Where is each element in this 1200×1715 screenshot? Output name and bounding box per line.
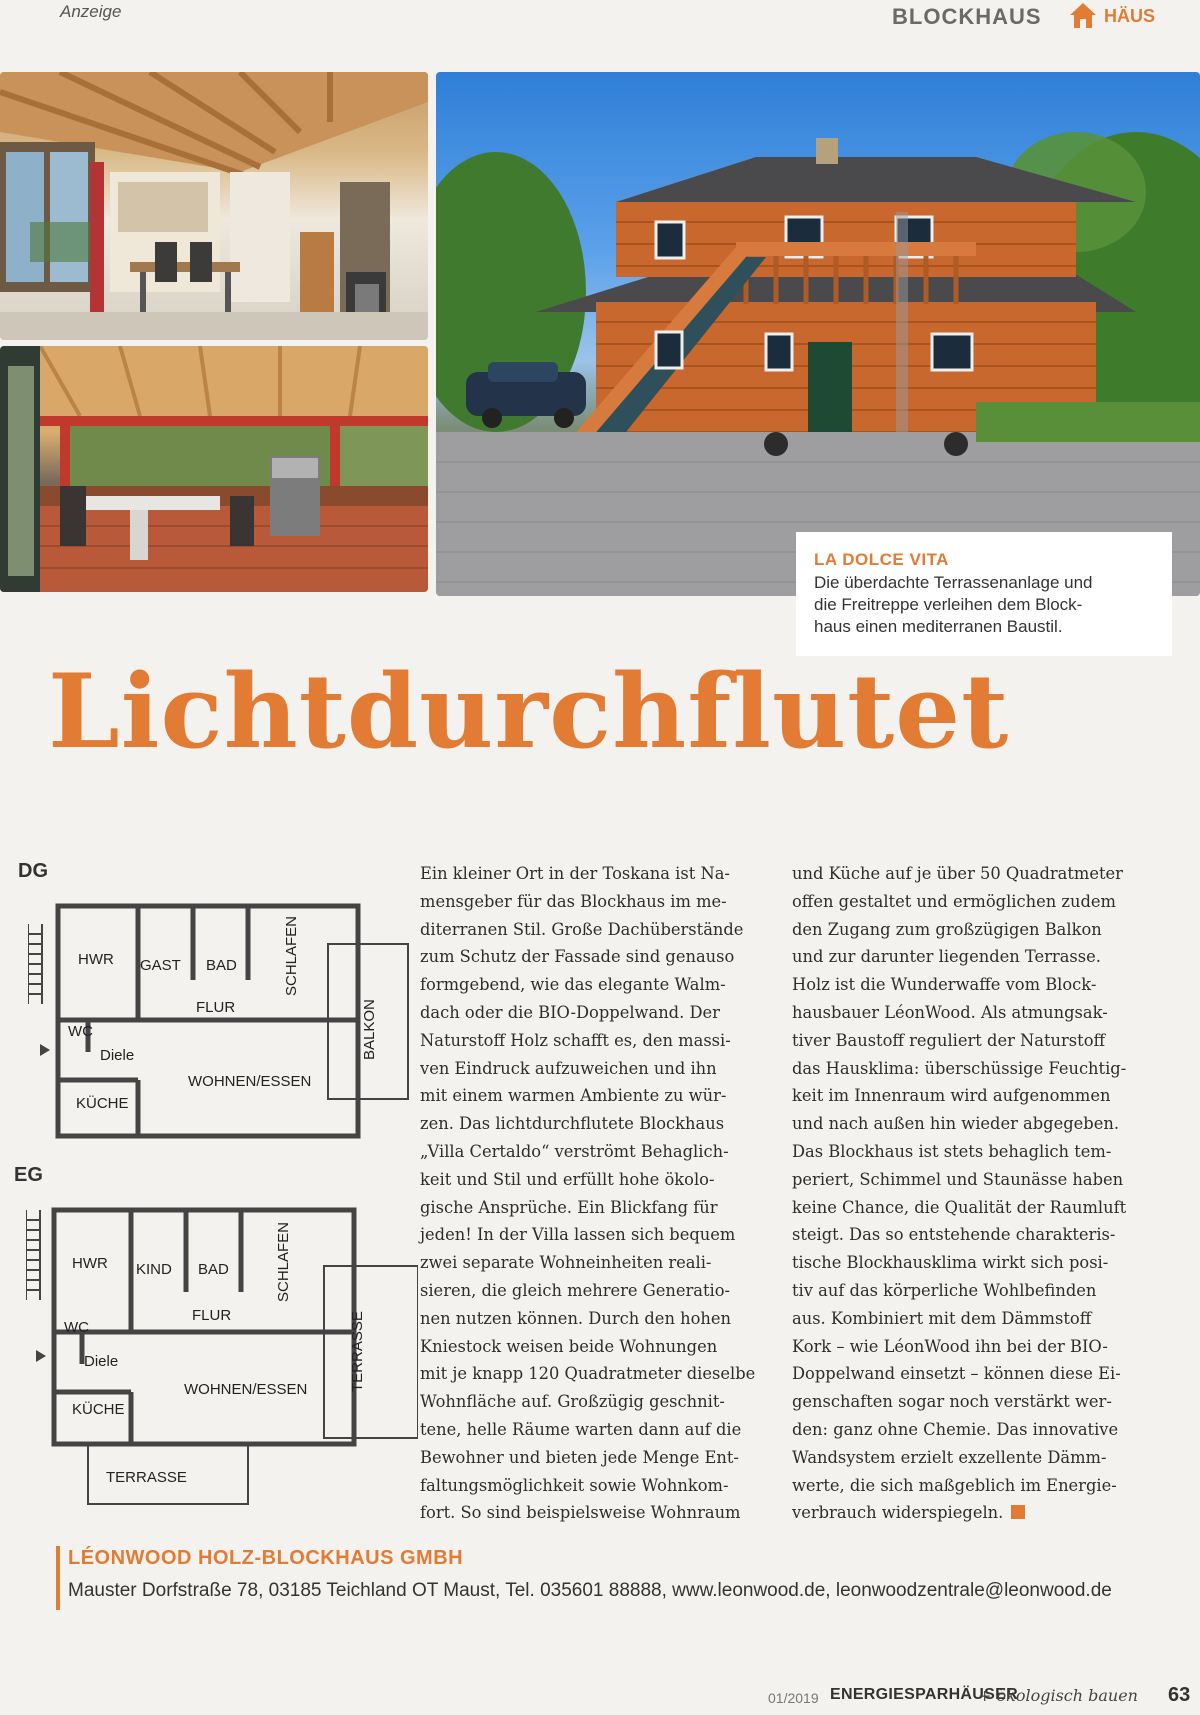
floorplan-dg — [28, 884, 420, 1166]
text-line: sieren, die gleich mehrere Generatio- — [420, 1280, 731, 1300]
text-line: und zur darunter liegenden Terrasse. — [792, 947, 1101, 967]
room-label: Diele — [84, 1353, 119, 1370]
text-line: Kork – wie LéonWood ihn bei der BIO- — [792, 1336, 1108, 1356]
text-line: keit im Innenraum wird aufgenommen — [792, 1086, 1111, 1106]
text-line-last — [792, 1499, 1128, 1527]
text-line: offen gestaltet und ermöglichen zudem — [792, 891, 1116, 911]
room-label: FLUR — [192, 1307, 232, 1324]
text-line: mit einem warmen Ambiente zu wür- — [420, 1086, 727, 1106]
page-number: 63 — [1168, 1684, 1191, 1706]
text-line: Holz ist die Wunderwaffe vom Block- — [792, 975, 1097, 995]
text-line: verbrauch widerspiegeln. — [792, 1503, 1004, 1523]
section-title-next: HÄUS — [1104, 6, 1156, 26]
room-label: HWR — [72, 1255, 108, 1272]
text-line: das Hausklima: überschüssige Feuchtig- — [792, 1058, 1127, 1078]
floorplan-eg-label: EG — [14, 1164, 43, 1186]
magazine-name: ENERGIESPARHÄUSER — [830, 1686, 1018, 1703]
text-line: Ein kleiner Ort in der Toskana ist Na- — [420, 864, 730, 883]
magazine-subtitle: + ökologisch bauen — [978, 1686, 1138, 1705]
kitchen-interior-photo — [0, 72, 428, 340]
text-line: Wohnfläche auf. Großzügig geschnit- — [420, 1392, 725, 1412]
room-label: TERRASSE — [349, 1311, 366, 1392]
room-label: WOHNEN/ESSEN — [188, 1073, 312, 1090]
text-line: „Villa Certaldo“ verströmt Behaglich- — [420, 1141, 729, 1161]
room-label: BALKON — [361, 999, 378, 1060]
text-line: diterranen Stil. Große Dachüberstände — [420, 919, 744, 939]
text-line: tene, helle Räume warten dann auf die — [420, 1419, 742, 1439]
text-line: mit je knapp 120 Quadratmeter dieselbe — [420, 1364, 756, 1384]
company-name: LÉONWOOD HOLZ-BLOCKHAUS GMBH — [68, 1547, 464, 1569]
text-line: und Küche auf je über 50 Quadratmeter — [792, 864, 1123, 883]
room-label: SCHLAFEN — [283, 915, 300, 996]
room-label: BAD — [198, 1261, 229, 1278]
accent-rule — [56, 1546, 60, 1610]
floorplan-dg-label: DG — [18, 860, 48, 882]
text-line: Naturstoff Holz schafft es, den massi- — [420, 1030, 731, 1050]
text-line: den: ganz ohne Chemie. Das innovative — [792, 1419, 1119, 1439]
room-label: Diele — [100, 1047, 135, 1064]
article-column-2 — [792, 860, 1128, 1527]
caption-line: Die überdachte Terrassenanlage und — [814, 573, 1093, 592]
text-line: genschaften sogar noch verstärkt wer- — [792, 1392, 1112, 1412]
text-line: tiver Baustoff reguliert der Naturstoff — [792, 1030, 1106, 1050]
text-line: keine Chance, die Qualität der Raumluft — [792, 1197, 1127, 1217]
text-line: periert, Schimmel und Staunässe haben — [792, 1169, 1124, 1189]
text-line: hausbauer LéonWood. Als atmungsak- — [792, 1002, 1108, 1022]
room-label: BAD — [206, 957, 237, 974]
room-label: TERRASSE — [106, 1469, 187, 1486]
blockhaus-exterior-photo — [436, 72, 1200, 596]
headline: Lichtdurchflutet — [48, 652, 1010, 772]
covered-terrace-photo — [0, 346, 428, 592]
ad-label: Anzeige — [60, 2, 122, 21]
room-label: SCHLAFEN — [275, 1221, 292, 1302]
caption-line: haus einen mediterranen Baustil. — [814, 617, 1063, 636]
room-label: HWR — [78, 951, 114, 968]
caption-title: LA DOLCE VITA — [814, 550, 949, 569]
text-line: faltungsmöglichkeit sowie Wohnkom- — [420, 1475, 729, 1495]
text-line: jeden! In der Villa lassen sich bequem — [420, 1225, 736, 1245]
room-label: WC — [64, 1319, 89, 1336]
text-line: mensgeber für das Blockhaus im me- — [420, 891, 727, 911]
floorplan-eg — [26, 1196, 418, 1516]
room-label: WOHNEN/ESSEN — [184, 1381, 308, 1398]
text-line: zen. Das lichtdurchflutete Blockhaus — [420, 1114, 725, 1134]
section-title: BLOCKHAUS — [892, 4, 1042, 29]
text-line: fort. So sind beispielsweise Wohnraum — [420, 1503, 741, 1523]
text-line: und nach außen hin wieder abgegeben. — [792, 1114, 1120, 1134]
text-line: Wandsystem erzielt exzellente Dämm- — [792, 1447, 1107, 1467]
caption-line: die Freitreppe verleihen dem Block- — [814, 595, 1083, 614]
room-label: KIND — [136, 1261, 172, 1278]
room-label: GAST — [140, 957, 181, 974]
room-label: KÜCHE — [76, 1095, 129, 1112]
text-line: nen nutzen können. Durch den hohen — [420, 1308, 731, 1328]
text-line: dach oder die BIO-Doppelwand. Der — [420, 1002, 720, 1022]
company-address: Mauster Dorfstraße 78, 03185 Teichland OT Maust, Tel. 035601 88888, www.leonwood.de, leonwoodzentrale@leonwood.de — [68, 1580, 1112, 1601]
end-mark-icon — [1011, 1505, 1025, 1519]
caption-text — [814, 572, 1154, 638]
text-line: Das Blockhaus ist stets behaglich tem- — [792, 1141, 1112, 1161]
text-line: formgebend, wie das elegante Walm- — [420, 975, 726, 995]
text-line: tische Blockhausklima wirkt sich posi- — [792, 1253, 1109, 1273]
article-column-1 — [420, 860, 760, 1527]
text-line: tiv auf das körperliche Wohlbefinden — [792, 1280, 1097, 1300]
text-line: zwei separate Wohneinheiten reali- — [420, 1253, 712, 1273]
issue-number: 01/2019 — [768, 1690, 819, 1706]
text-line: werte, die sich maßgeblich im Energie- — [792, 1475, 1117, 1495]
text-line: Doppelwand einsetzt – können diese Ei- — [792, 1364, 1121, 1384]
text-line: aus. Kombiniert mit dem Dämmstoff — [792, 1308, 1092, 1328]
text-line: ven Eindruck aufzuweichen und ihn — [420, 1058, 717, 1078]
text-line: gische Ansprüche. Ein Blickfang für — [420, 1197, 718, 1217]
text-line: zum Schutz der Fassade sind genauso — [420, 947, 735, 967]
text-line: Bewohner und bieten jede Menge Ent- — [420, 1447, 739, 1467]
photo-caption — [796, 532, 1172, 656]
house-icon — [1068, 0, 1098, 30]
room-label: KÜCHE — [72, 1401, 125, 1418]
text-line: keit und Stil und erfüllt hohe ökolo- — [420, 1169, 715, 1189]
text-line: den Zugang zum großzügigen Balkon — [792, 919, 1102, 939]
text-line: Kniestock weisen beide Wohnungen — [420, 1336, 718, 1356]
room-label: WC — [68, 1023, 93, 1040]
text-line: steigt. Das so entstehende charakteris- — [792, 1225, 1116, 1245]
room-label: FLUR — [196, 999, 236, 1016]
